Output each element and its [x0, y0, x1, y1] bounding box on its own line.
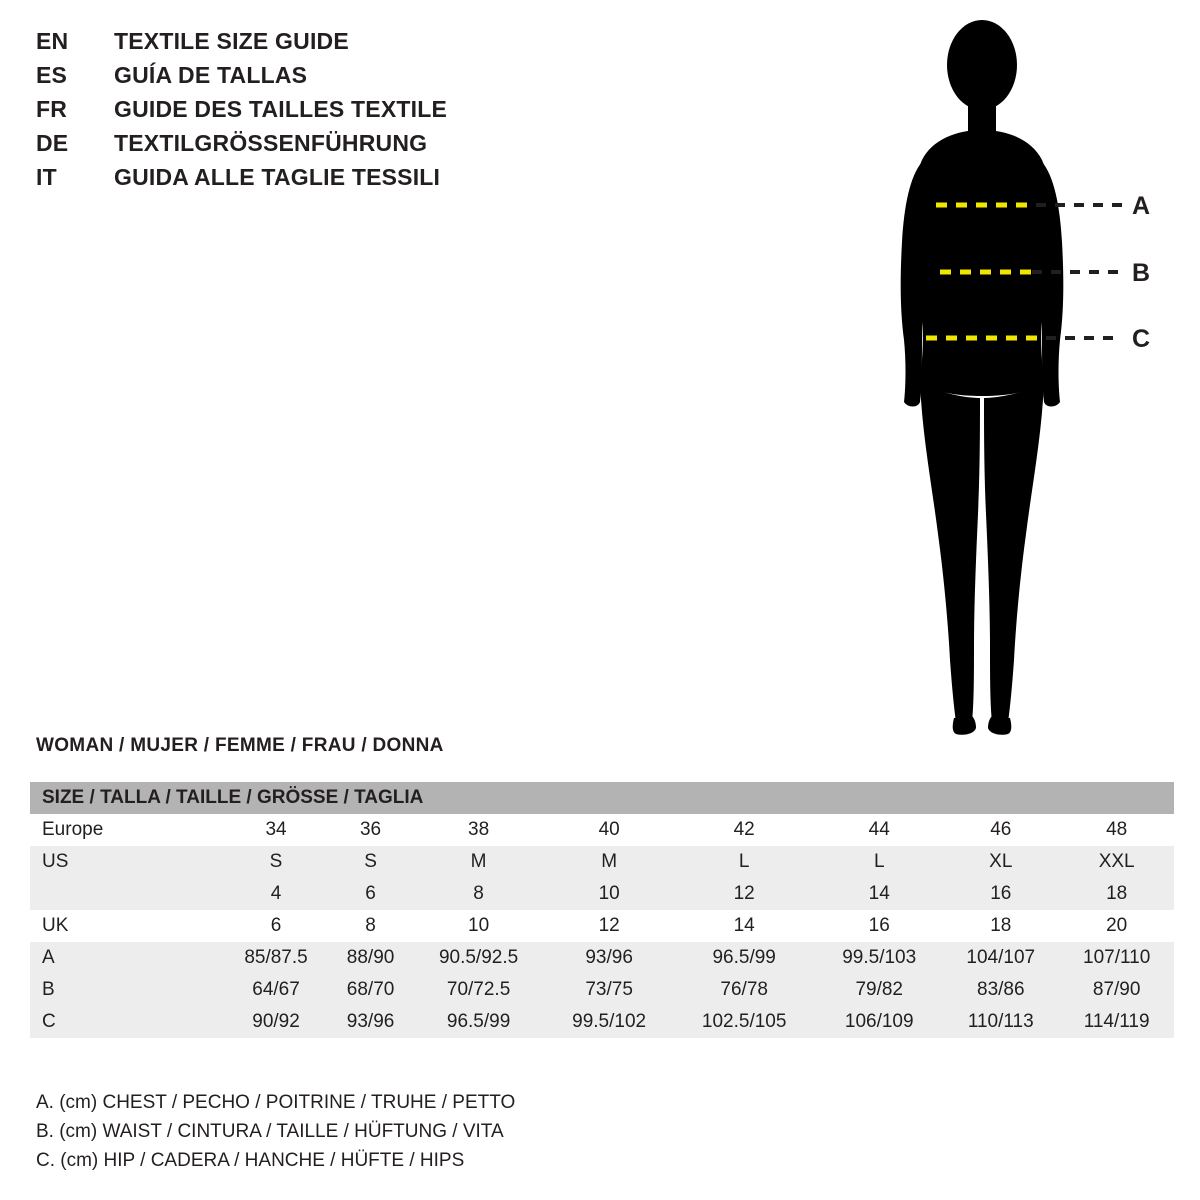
table-cell: 99.5/102 [546, 1006, 672, 1038]
table-cell: 10 [546, 878, 672, 910]
table-cell: 93/96 [330, 1006, 411, 1038]
table-cell: 40 [546, 814, 672, 846]
table-cell: M [411, 846, 546, 878]
table-cell: 96.5/99 [411, 1006, 546, 1038]
table-cell: 48 [1059, 814, 1174, 846]
table-cell: 44 [816, 814, 942, 846]
table-cell: 88/90 [330, 942, 411, 974]
language-row [36, 96, 556, 130]
table-cell: 20 [1059, 910, 1174, 942]
row-label: A [30, 942, 222, 974]
table-cell: 12 [546, 910, 672, 942]
table-cell: 6 [330, 878, 411, 910]
table-cell: 99.5/103 [816, 942, 942, 974]
language-row [36, 62, 556, 96]
size-table [30, 782, 1174, 1038]
table-cell: 64/67 [222, 974, 330, 1006]
table-cell: 102.5/105 [672, 1006, 816, 1038]
table-cell: 10 [411, 910, 546, 942]
row-label: UK [30, 910, 222, 942]
table-cell: 16 [816, 910, 942, 942]
measure-letter-b: B [1132, 259, 1151, 287]
table-cell: 42 [672, 814, 816, 846]
language-row [36, 164, 556, 198]
table-cell: 85/87.5 [222, 942, 330, 974]
table-cell: L [672, 846, 816, 878]
table-cell: 12 [672, 878, 816, 910]
row-label: Europe [30, 814, 222, 846]
language-title: GUÍA DE TALLAS [114, 62, 308, 88]
table-cell: 46 [942, 814, 1059, 846]
language-code: FR [36, 96, 68, 122]
table-cell: 87/90 [1059, 974, 1174, 1006]
female-body-silhouette-icon [860, 10, 1190, 750]
table-cell: 8 [411, 878, 546, 910]
row-label: US [30, 846, 222, 878]
table-cell: 107/110 [1059, 942, 1174, 974]
table-row [30, 846, 1174, 878]
table-cell: 36 [330, 814, 411, 846]
language-row [36, 130, 556, 164]
table-row [30, 1006, 1174, 1038]
table-cell: 104/107 [942, 942, 1059, 974]
row-label: B [30, 974, 222, 1006]
language-title: TEXTILGRÖSSENFÜHRUNG [114, 130, 428, 156]
language-code: ES [36, 62, 68, 88]
measurement-legend [36, 1088, 515, 1175]
language-code: IT [36, 164, 57, 190]
language-code: DE [36, 130, 69, 156]
table-cell: 110/113 [942, 1006, 1059, 1038]
table-cell: 14 [816, 878, 942, 910]
table-cell: 68/70 [330, 974, 411, 1006]
table-cell: 70/72.5 [411, 974, 546, 1006]
table-cell: 79/82 [816, 974, 942, 1006]
table-cell: XL [942, 846, 1059, 878]
legend-line-a: A. (cm) CHEST / PECHO / POITRINE / TRUHE / PETTO [36, 1092, 516, 1113]
table-cell: 16 [942, 878, 1059, 910]
table-cell: 6 [222, 910, 330, 942]
table-cell: 90/92 [222, 1006, 330, 1038]
table-cell: 34 [222, 814, 330, 846]
table-cell: S [330, 846, 411, 878]
table-cell: 38 [411, 814, 546, 846]
table-cell: 76/78 [672, 974, 816, 1006]
table-row [30, 974, 1174, 1006]
table-cell: L [816, 846, 942, 878]
table-cell: 14 [672, 910, 816, 942]
table-cell: 8 [330, 910, 411, 942]
table-row [30, 814, 1174, 846]
language-title: TEXTILE SIZE GUIDE [114, 28, 349, 54]
table-cell: 93/96 [546, 942, 672, 974]
table-header-row [30, 782, 1174, 814]
language-title: GUIDE DES TAILLES TEXTILE [114, 96, 447, 122]
language-title-list [36, 28, 556, 198]
table-cell: 106/109 [816, 1006, 942, 1038]
section-title-woman: WOMAN / MUJER / FEMME / FRAU / DONNA [36, 735, 444, 756]
measure-letter-c: C [1132, 325, 1151, 353]
table-cell: 96.5/99 [672, 942, 816, 974]
table-cell: 4 [222, 878, 330, 910]
language-row [36, 28, 556, 62]
table-cell: M [546, 846, 672, 878]
table-row [30, 878, 1174, 910]
table-cell: 18 [942, 910, 1059, 942]
table-header-label: SIZE / TALLA / TAILLE / GRÖSSE / TAGLIA [30, 782, 1174, 814]
table-cell: XXL [1059, 846, 1174, 878]
row-label [30, 878, 222, 910]
table-cell: S [222, 846, 330, 878]
measure-letter-a: A [1132, 192, 1151, 220]
table-cell: 83/86 [942, 974, 1059, 1006]
table-cell: 18 [1059, 878, 1174, 910]
table-cell: 90.5/92.5 [411, 942, 546, 974]
table-cell: 114/119 [1059, 1006, 1174, 1038]
table-row [30, 910, 1174, 942]
language-title: GUIDA ALLE TAGLIE TESSILI [114, 164, 441, 190]
legend-line-c: C. (cm) HIP / CADERA / HANCHE / HÜFTE / HIPS [36, 1150, 465, 1171]
legend-line-b: B. (cm) WAIST / CINTURA / TAILLE / HÜFTUNG / VITA [36, 1121, 504, 1142]
table-row [30, 942, 1174, 974]
table-cell: 73/75 [546, 974, 672, 1006]
row-label: C [30, 1006, 222, 1038]
language-code: EN [36, 28, 69, 54]
